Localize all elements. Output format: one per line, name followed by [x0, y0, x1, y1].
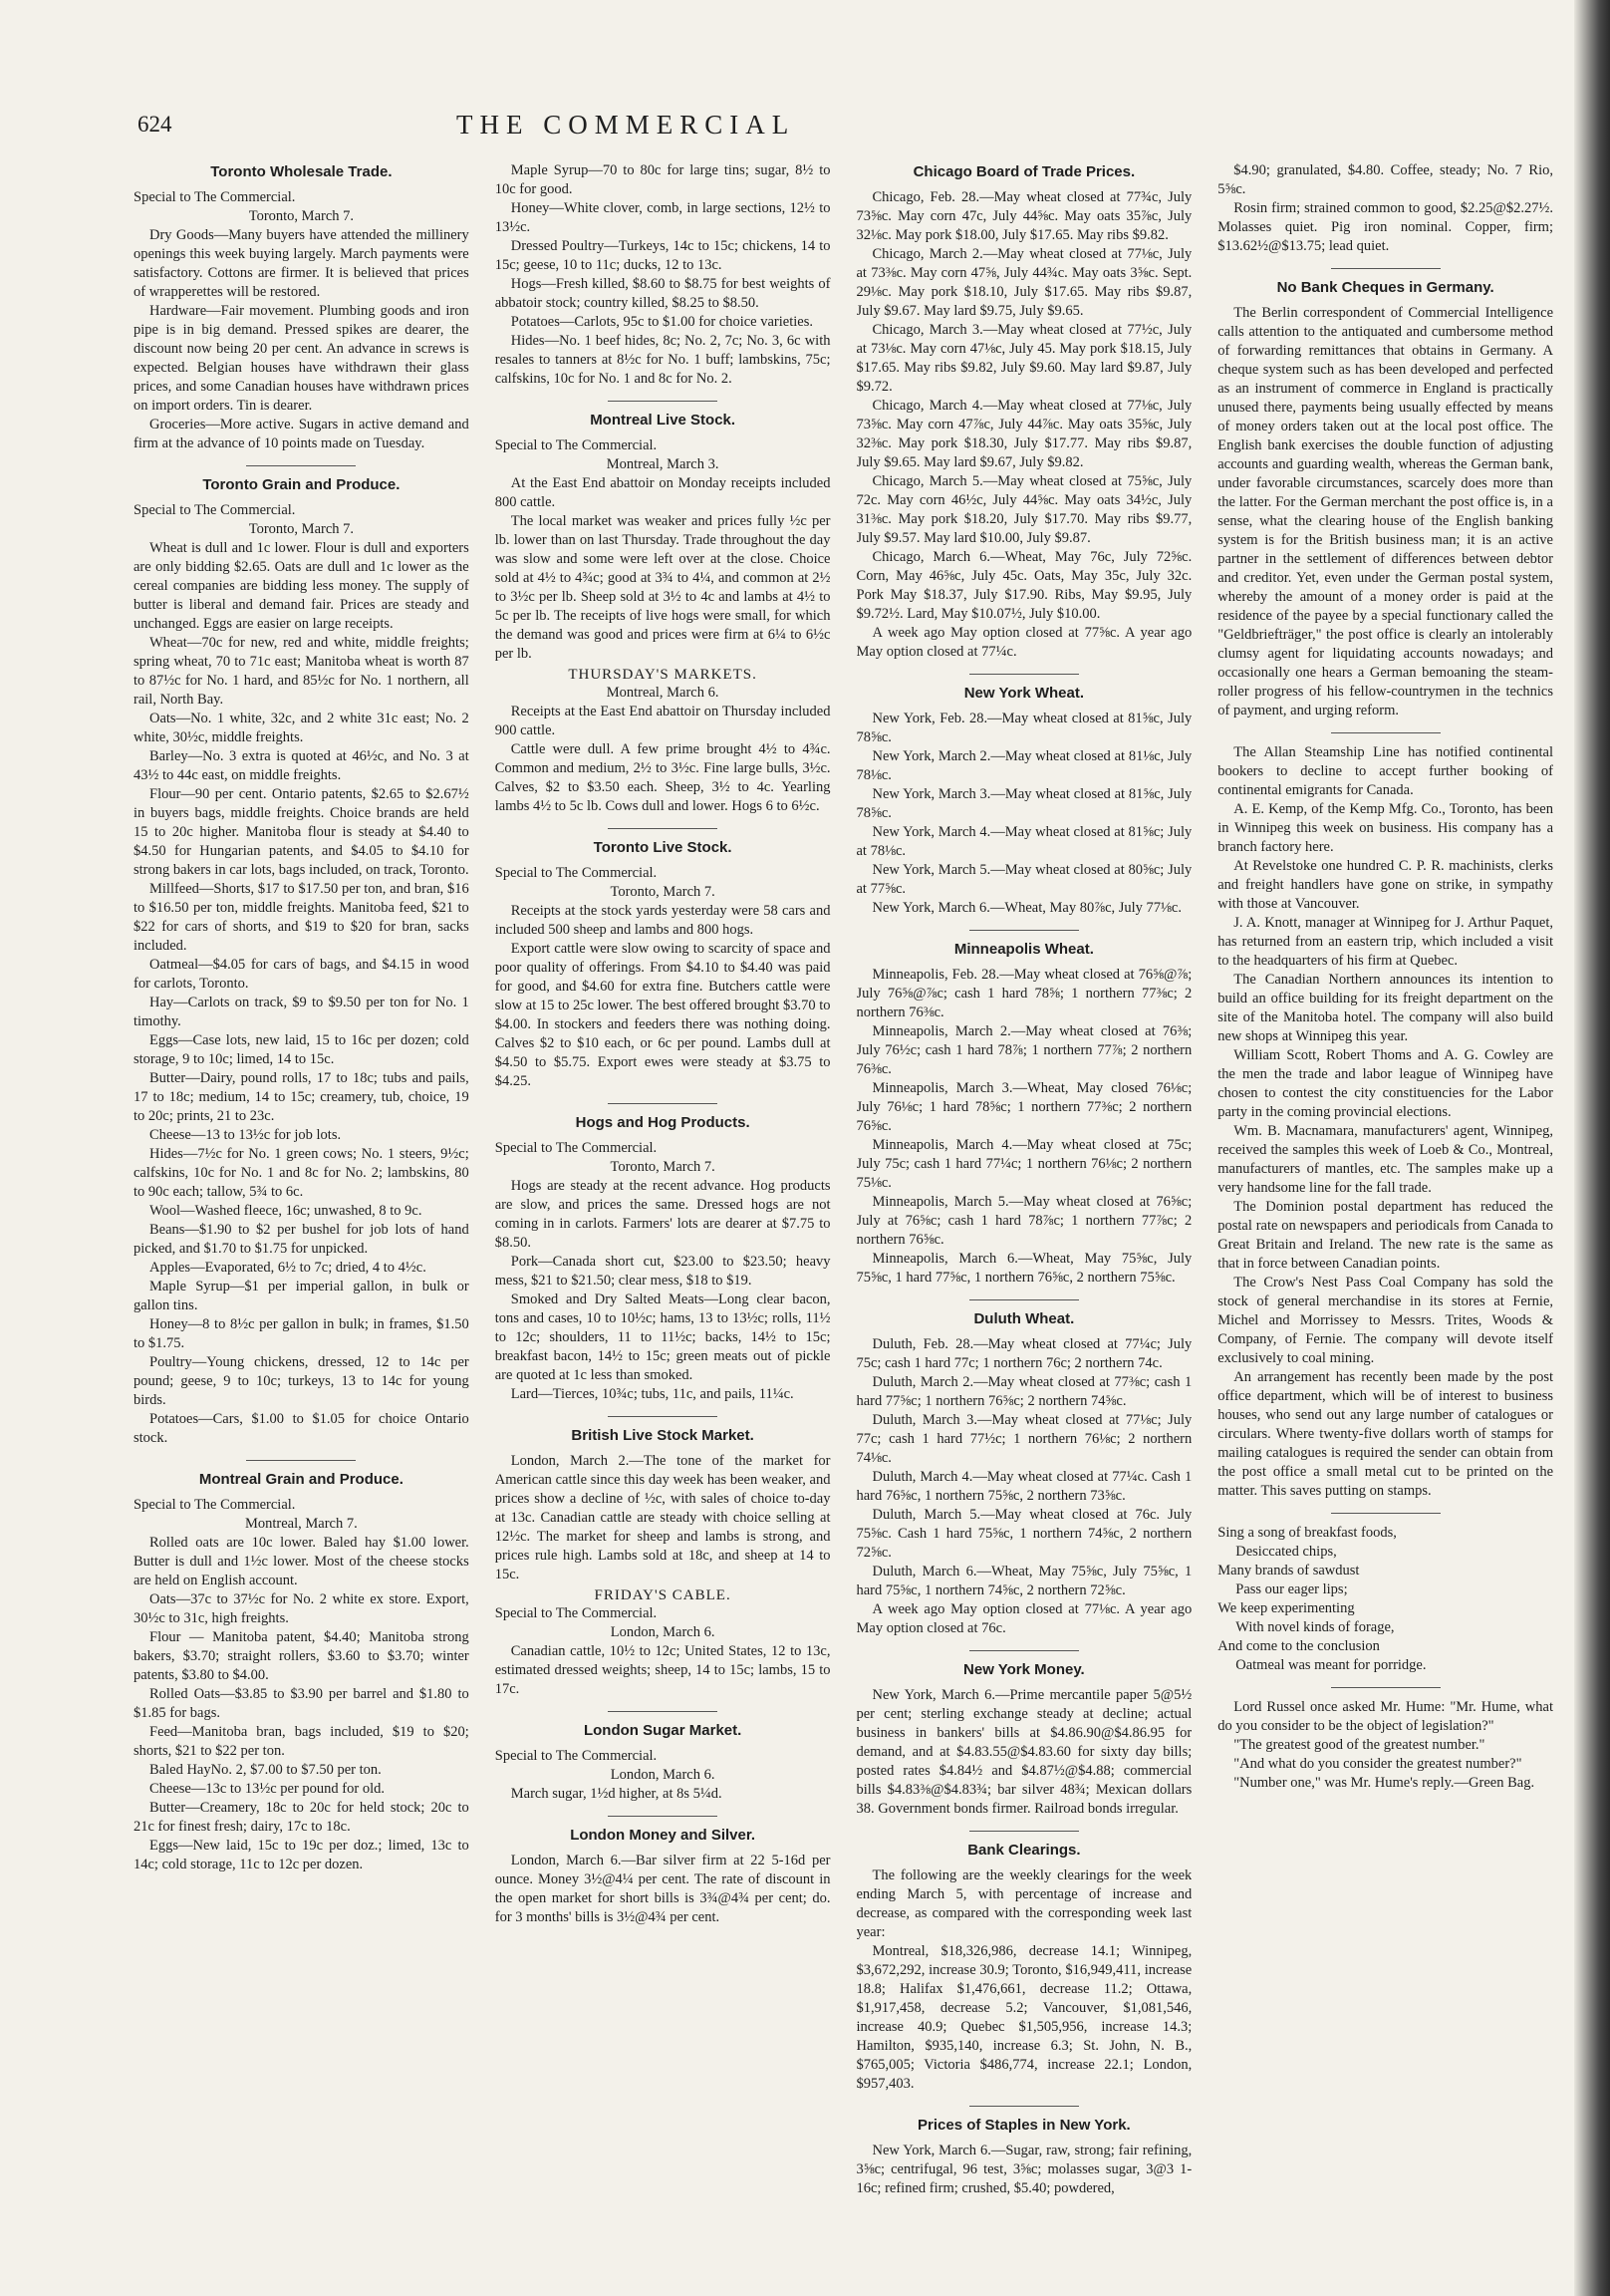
- article-paragraph: Poultry—Young chickens, dressed, 12 to 14c per pound; geese, 9 to 10c; turkeys, 13 to 14c for young birds.: [134, 1354, 469, 1408]
- divider: [1331, 268, 1441, 269]
- article-paragraph: Barley—No. 3 extra is quoted at 46½c, and No. 3 at 43½ to 44c east, on middle freights.: [134, 748, 469, 783]
- article-paragraph: London, March 6.—Bar silver firm at 22 5-16d per ounce. Money 3½@4¼ per cent. The rate of discount in the open market for short bills is 3¾@4¾ per cent; do. for 3 months' bills is 3½@4¾ per cent.: [494, 1853, 831, 1925]
- article-byline: Special to The Commercial.: [494, 1605, 658, 1621]
- article-paragraph: A week ago May option closed at 77⅝c. A year ago May option closed at 77¼c.: [856, 625, 1193, 660]
- article-paragraph: Hides—No. 1 beef hides, 8c; No. 2, 7c; No. 3, 6c with resales to tanners at 8½c for No. 1 buff; lambskins, 75c; calfskins, 10c for No. 1 and 8c for No. 2.: [494, 333, 831, 387]
- column-1: [134, 161, 469, 2274]
- article-paragraph: Butter—Creamery, 18c to 20c for held stock; 20c to 21c for finest fresh; dairy, 17c to 18c.: [134, 1800, 469, 1835]
- article-headline: New York Money.: [963, 1661, 1085, 1678]
- article-paragraph: Duluth, Feb. 28.—May wheat closed at 77¼c; July 75c; cash 1 hard 77c; 1 northern 76c; 2 northern 74c.: [856, 1336, 1193, 1371]
- article: [1217, 732, 1553, 1501]
- article-paragraph: An arrangement has recently been made by the post office department, which will be of interest to business houses, who send out any large number of catalogues or circulars. Where twenty-five dollars worth of stamps for mailing catalogues is required the sender can obtain from the post office a small metal cut to be printed on the matter. This saves putting on stamps.: [1217, 1369, 1553, 1499]
- article: [857, 674, 1193, 918]
- article-paragraph: The Allan Steamship Line has notified continental bookers to decline to accept further booking of continental emigrants for Canada.: [1217, 744, 1553, 798]
- poem-line: Sing a song of breakfast foods,: [1217, 1525, 1397, 1541]
- article: [495, 401, 831, 816]
- poem-line: We keep experimenting: [1217, 1600, 1355, 1616]
- article-paragraph: Wool—Washed fleece, 16c; unwashed, 8 to 9c.: [149, 1203, 422, 1219]
- article-headline: Minneapolis Wheat.: [953, 941, 1094, 958]
- article: [134, 465, 469, 1448]
- article-paragraph: Oats—37c to 37½c for No. 2 white ex store. Export, 30½c to 31c, high freights.: [134, 1591, 469, 1626]
- article-paragraph: Minneapolis, March 2.—May wheat closed at 76⅜; July 76½c; cash 1 hard 78⅞; 1 northern 77⅞; 2 northern 76⅜c.: [856, 1023, 1193, 1077]
- page-header: [137, 98, 1004, 157]
- poem-line: Desiccated chips,: [1235, 1544, 1337, 1560]
- article-paragraph: J. A. Knott, manager at Winnipeg for J. Arthur Paquet, has returned from an eastern trip, which included a visit to the headquarters of his firm at Quebec.: [1217, 915, 1553, 969]
- article-paragraph: A week ago May option closed at 77⅛c. A year ago May option closed at 76c.: [856, 1601, 1193, 1636]
- article-dateline: Toronto, March 7.: [610, 1159, 715, 1175]
- article-dateline: Toronto, March 7.: [610, 884, 715, 900]
- article-paragraph: William Scott, Robert Thoms and A. G. Cowley are the men the trade and labor league of Winnipeg have chosen to contest the city constituencies for the Labor party in the coming provincial elections.: [1217, 1047, 1553, 1120]
- article-paragraph: Baled HayNo. 2, $7.00 to $7.50 per ton.: [149, 1762, 382, 1778]
- article-paragraph: Flour—90 per cent. Ontario patents, $2.65 to $2.67½ in buyers bags, middle freights. Choice brands are held 15 to 20c higher. Manitoba flour is steady at $4.40 to $4.50 for Hungarian patents, and $4.05 to $4.10 for strong bakers in car lots, bags included, on track, Toronto.: [134, 786, 469, 878]
- article-dateline: Montreal, March 7.: [245, 1516, 358, 1532]
- article-subheading: THURSDAY'S MARKETS.: [568, 667, 757, 683]
- article-paragraph: New York, March 4.—May wheat closed at 81⅝c; July at 78⅛c.: [856, 824, 1193, 859]
- article-headline: Chicago Board of Trade Prices.: [913, 163, 1136, 180]
- article-paragraph: New York, March 2.—May wheat closed at 81⅛c, July 78⅛c.: [856, 748, 1193, 783]
- article-byline: Special to The Commercial.: [134, 189, 296, 205]
- divider: [969, 674, 1079, 675]
- article: [857, 163, 1193, 662]
- article-paragraph: Hardware—Fair movement. Plumbing goods and iron pipe is in big demand. Pressed spikes are dearer, the discount now being 20 per cent. An advance in screws is expected. Belgian houses have withdrawn their glass prices, and some Canadian houses have withdrawn prices on import orders. Tin is dearer.: [134, 303, 469, 414]
- article-paragraph: Wm. B. Macnamara, manufacturers' agent, Winnipeg, received the samples this week of Loeb & Co., Montreal, manufacturers of mantles, etc. The samples make up a very handsome line for the fall trade.: [1217, 1123, 1553, 1196]
- article-paragraph: Honey—White clover, comb, in large sections, 12½ to 13½c.: [494, 200, 831, 235]
- article-paragraph: Beans—$1.90 to $2 per bushel for job lots of hand picked, and $1.70 to $1.75 for unpicked.: [134, 1222, 469, 1257]
- article-paragraph: A. E. Kemp, of the Kemp Mfg. Co., Toronto, has been in Winnipeg this week on business. His company has a branch factory here.: [1217, 801, 1553, 855]
- article-byline: Special to The Commercial.: [494, 865, 658, 881]
- article-paragraph: Maple Syrup—$1 per imperial gallon, in bulk or gallon tins.: [134, 1279, 469, 1313]
- article-paragraph: Rolled Oats—$3.85 to $3.90 per barrel and $1.80 to $1.85 for bags.: [134, 1686, 469, 1721]
- divider: [969, 1831, 1079, 1832]
- article-paragraph: Chicago, March 5.—May wheat closed at 75⅝c, July 72c. May corn 46½c, July 44⅝c. May oats 34½c, July 31⅜c. May pork $18.20, July $17.70. May ribs $9.77, July $9.57. May lard $10.00, July $9.87.: [856, 473, 1193, 546]
- divider: [969, 1650, 1079, 1651]
- article: [1217, 1687, 1553, 1793]
- article-paragraph: New York, March 5.—May wheat closed at 80⅝c; July at 77⅝c.: [856, 862, 1193, 897]
- article: [857, 1831, 1193, 2094]
- article-paragraph: Potatoes—Cars, $1.00 to $1.05 for choice Ontario stock.: [134, 1411, 469, 1446]
- article-paragraph: Canadian cattle, 10½ to 12c; United States, 12 to 13c, estimated dressed weights; sheep, 14 to 15c; lambs, 15 to 17c.: [494, 1643, 831, 1697]
- article-headline: British Live Stock Market.: [571, 1427, 754, 1444]
- article-paragraph: Rolled oats are 10c lower. Baled hay $1.00 lower. Butter is dull and 1½c lower. Most of the cheese stocks are held on English account.: [134, 1535, 469, 1588]
- article-dateline: London, March 6.: [610, 1624, 715, 1640]
- article-paragraph: Pork—Canada short cut, $23.00 to $23.50; heavy mess, $21 to $21.50; clear mess, $18 to $19.: [494, 1254, 831, 1289]
- article-paragraph: Hay—Carlots on track, $9 to $9.50 per ton for No. 1 timothy.: [134, 995, 469, 1029]
- article-headline: Montreal Live Stock.: [590, 412, 736, 429]
- article-paragraph: Eggs—Case lots, new laid, 15 to 16c per dozen; cold storage, 9 to 10c; limed, 14 to 15c.: [134, 1032, 469, 1067]
- article-paragraph: New York, March 6.—Prime mercantile paper 5@5½ per cent; sterling exchange steady at decline; actual business in bankers' bills at $4.86.90@$4.86.95 for demand, and at $4.83.55@$4.83.60 for sixty day bills; posted rates $4.84½ and $4.87½@$4.88; commercial bills $4.83⅜@$4.83¾; bar silver 48¾; Mexican dollars 38. Government bonds firmer. Railroad bonds irregular.: [856, 1687, 1193, 1817]
- article-paragraph: Duluth, March 4.—May wheat closed at 77¼c. Cash 1 hard 76⅝c, 1 northern 75⅝c, 2 northern 73⅝c.: [856, 1469, 1193, 1504]
- article-headline: New York Wheat.: [963, 685, 1085, 702]
- article-paragraph: Minneapolis, Feb. 28.—May wheat closed at 76⅝@⅞; July 76⅝@⅞c; cash 1 hard 78⅝; 1 northern 77⅜c; 2 northern 76⅜c.: [856, 967, 1193, 1020]
- article-dateline: Toronto, March 7.: [248, 521, 355, 537]
- article-paragraph: New York, Feb. 28.—May wheat closed at 81⅝c, July 78⅝c.: [856, 711, 1193, 745]
- article-paragraph: "The greatest good of the greatest number.": [1233, 1737, 1485, 1753]
- article-paragraph: $4.90; granulated, $4.80. Coffee, steady; No. 7 Rio, 5⅝c.: [1217, 162, 1553, 197]
- article-paragraph: Minneapolis, March 6.—Wheat, May 75⅝c, July 75⅝c, 1 hard 77⅝c, 1 northern 76⅝c, 2 northern 75⅝c.: [856, 1251, 1193, 1286]
- divider: [246, 465, 356, 466]
- article-dateline: Toronto, March 7.: [248, 208, 355, 224]
- article-headline: Bank Clearings.: [967, 1842, 1081, 1859]
- article-paragraph: Lard—Tierces, 10¾c; tubs, 11c, and pails, 11¼c.: [510, 1386, 794, 1402]
- article-paragraph: Duluth, March 3.—May wheat closed at 77⅛c; July 77c; cash 1 hard 77½c; 1 northern 76⅛c; 2 northern 74⅛c.: [856, 1412, 1193, 1466]
- article-dateline: Montreal, March 3.: [606, 456, 719, 472]
- divider: [969, 1299, 1079, 1300]
- article-paragraph: Duluth, March 5.—May wheat closed at 76c. July 75⅝c. Cash 1 hard 75⅝c, 1 northern 74⅝c, 2 northern 72⅝c.: [856, 1507, 1193, 1561]
- article: [1217, 268, 1553, 720]
- article-paragraph: Dry Goods—Many buyers have attended the millinery openings this week buying largely. March payments were satisfactory. Cottons are firmer. It is believed that prices of wrapperettes will be restored.: [134, 227, 469, 300]
- article-paragraph: Chicago, March 2.—May wheat closed at 77⅛c, July at 73⅜c. May corn 47⅝, July 44¾c. May oats 3⅝c. Sept. 29⅛c. May pork $18.10, July $17.65. May ribs $9.87, July $9.67. May lard $9.75, July $9.65.: [856, 246, 1193, 319]
- column-3: [857, 161, 1193, 2274]
- article-dateline: Montreal, March 6.: [606, 685, 719, 701]
- article-paragraph: March sugar, 1½d higher, at 8s 5¼d.: [510, 1786, 722, 1802]
- article-byline: Special to The Commercial.: [494, 1748, 658, 1764]
- article-paragraph: New York, March 6.—Wheat, May 80⅞c, July 77⅛c.: [872, 900, 1182, 916]
- article-byline: Special to The Commercial.: [134, 502, 296, 518]
- article-headline: Toronto Grain and Produce.: [202, 476, 401, 493]
- article-headline: Toronto Wholesale Trade.: [210, 163, 393, 180]
- divider: [608, 1416, 717, 1417]
- article-paragraph: Butter—Dairy, pound rolls, 17 to 18c; tubs and pails, 17 to 18c; medium, 14 to 15c; creamery, tub, choice, 19 to 20c; prints, 21 to 23c.: [134, 1070, 469, 1124]
- poem-line: And come to the conclusion: [1217, 1638, 1380, 1654]
- article-headline: London Money and Silver.: [570, 1827, 756, 1844]
- article-paragraph: At the East End abattoir on Monday receipts included 800 cattle.: [494, 475, 831, 510]
- poem-line: Oatmeal was meant for porridge.: [1235, 1657, 1427, 1673]
- article-paragraph: Honey—8 to 8½c per gallon in bulk; in frames, $1.50 to $1.75.: [134, 1316, 469, 1351]
- divider: [969, 2106, 1079, 2107]
- article-paragraph: Chicago, March 3.—May wheat closed at 77½c, July at 73⅛c. May corn 47⅛c, July 45. May pork $18.15, July $17.65. May ribs $9.82, July $9.60. May lard $9.87, July $9.72.: [856, 322, 1193, 395]
- article-paragraph: London, March 2.—The tone of the market for American cattle since this day week has been weaker, and prices show a decline of ½c, with sales of choice to-day at 13c. Canadian cattle are steady with choice selling at 12½c. The market for sheep and lambs is strong, and prices rule high. Lambs sold at 18c, and sheep at 14 to 15c.: [494, 1453, 831, 1582]
- article-paragraph: Cheese—13 to 13½c for job lots.: [149, 1127, 342, 1143]
- article-paragraph: Apples—Evaporated, 6½ to 7c; dried, 4 to 4½c.: [149, 1260, 426, 1276]
- column-4: [1217, 161, 1553, 2274]
- divider: [608, 1816, 717, 1817]
- article-byline: Special to The Commercial.: [494, 437, 658, 453]
- article: [1217, 1513, 1553, 1675]
- article-headline: Duluth Wheat.: [973, 1310, 1075, 1327]
- poem-line: With novel kinds of forage,: [1235, 1619, 1395, 1635]
- article-paragraph: Wheat—70c for new, red and white, middle freights; spring wheat, 70 to 71c east; Manitoba wheat is worth 87 to 87½c for No. 1 hard, and 85½c for No. 1 northern, all rail, North Bay.: [134, 635, 469, 708]
- article-paragraph: Oatmeal—$4.05 for cars of bags, and $4.15 in wood for carlots, Toronto.: [134, 957, 469, 992]
- article: [495, 161, 831, 389]
- article-paragraph: Flour — Manitoba patent, $4.40; Manitoba strong bakers, $3.70; straight rollers, $3.60 to $3.70; winter patents, $3.80 to $4.00.: [134, 1629, 469, 1683]
- scan-edge-shadow: [1574, 0, 1610, 2296]
- divider: [1331, 732, 1441, 733]
- divider: [246, 1460, 356, 1461]
- article-paragraph: Minneapolis, March 4.—May wheat closed at 75c; July 75c; cash 1 hard 77¼c; 1 northern 76⅛c; 2 northern 75⅛c.: [856, 1137, 1193, 1191]
- article-paragraph: Hides—7½c for No. 1 green cows; No. 1 steers, 9½c; calfskins, 10c for No. 1 and 8c for No. 2; lambskins, 80 to 90c each; tallow, 5¾ to 6c.: [134, 1146, 469, 1200]
- article: [857, 930, 1193, 1288]
- article-paragraph: New York, March 6.—Sugar, raw, strong; fair refining, 3⅝c; centrifugal, 96 test, 3⅝c; molasses sugar, 3@3 1-16c; refined firm; crushed, $5.40; powdered,: [856, 2143, 1193, 2196]
- article-paragraph: Cattle were dull. A few prime brought 4½ to 4¾c. Common and medium, 2½ to 3½c. Fine large bulls, 3½c. Calves, $2 to $3.50 each. Sheep, 3½ to 4c. Yearling lambs 4½ to 5c lb. Cows dull and lower. Hogs 6 to 6½c.: [494, 741, 831, 814]
- article-paragraph: Hogs—Fresh killed, $8.60 to $8.75 for best weights of abbatoir stock; country killed, $8.25 to $8.50.: [494, 276, 831, 311]
- divider: [608, 1711, 717, 1712]
- article-paragraph: Maple Syrup—70 to 80c for large tins; sugar, 8½ to 10c for good.: [494, 162, 831, 197]
- article-paragraph: Chicago, March 6.—Wheat, May 76c, July 72⅝c. Corn, May 46⅝c, July 45c. Oats, May 35c, July 32c. Pork May $18.37, July $17.90. Ribs, May $9.95, July $9.72½. Lard, May $10.07½, July $10.00.: [856, 549, 1193, 622]
- article-paragraph: The Canadian Northern announces its intention to build an office building for its freight department on the site of the Manitoba hotel. The company will also build new shops at Winnipeg this year.: [1217, 972, 1553, 1044]
- article-byline: Special to The Commercial.: [134, 1497, 296, 1513]
- article: [134, 1460, 469, 1874]
- divider: [1331, 1687, 1441, 1688]
- article-headline: No Bank Cheques in Germany.: [1276, 279, 1494, 296]
- poem-line: Many brands of sawdust: [1217, 1563, 1360, 1578]
- article-columns: [134, 161, 1553, 2274]
- divider: [608, 828, 717, 829]
- article-paragraph: Groceries—More active. Sugars in active demand and firm at the advance of 10 points made on Tuesday.: [134, 417, 469, 451]
- article-paragraph: The Dominion postal department has reduced the postal rate on newspapers and periodicals from Canada to Great Britain and Ireland. The new rate is the same as that in force between Canadian points.: [1217, 1199, 1553, 1272]
- article: [495, 828, 831, 1091]
- article: [857, 2106, 1193, 2198]
- article-byline: Special to The Commercial.: [494, 1140, 658, 1156]
- divider: [608, 401, 717, 402]
- article-dateline: London, March 6.: [610, 1767, 715, 1783]
- article: [495, 1416, 831, 1699]
- article-paragraph: Millfeed—Shorts, $17 to $17.50 per ton, and bran, $16 to $16.50 per ton, middle freights. Manitoba feed, $21 to $22 for cars of shorts, and $19 to $20 for bran, sacks included.: [134, 881, 469, 954]
- article-headline: Hogs and Hog Products.: [575, 1114, 750, 1131]
- article-headline: London Sugar Market.: [583, 1722, 742, 1739]
- article-paragraph: Wheat is dull and 1c lower. Flour is dull and exporters are only bidding $2.65. Oats are dull and 1c lower as the cereal companies are bidding less money. The supply of butter is liberal and demand fair. Prices are steady and unchanged. Eggs are easier on large receipts.: [134, 540, 469, 632]
- article-paragraph: The local market was weaker and prices fully ½c per lb. lower than on last Thursday. Trade throughout the day was slow and some were left over at the close. Choice sold at 4½ to 4¾c; good at 3¾ to 4¼, and common at 2½ to 3½c per lb. Sheep sold at 3½ to 4c and lambs at 4½ to 5c per lb. The receipts of live hogs were small, for which the demand was good and prices were firm at 6¼ to 6½c per lb.: [494, 513, 831, 662]
- article-paragraph: Hogs are steady at the recent advance. Hog products are slow, and prices the same. Dressed hogs are not coming in in carlots. Farmers' lots are dearer at $7.75 to $8.50.: [494, 1178, 831, 1251]
- page-title: THE COMMERCIAL: [456, 110, 796, 140]
- column-2: [495, 161, 831, 2274]
- article-headline: Montreal Grain and Produce.: [198, 1471, 403, 1488]
- article-paragraph: Chicago, March 4.—May wheat closed at 77⅛c, July 73⅝c. May corn 47⅞c, July 44⅞c. May oats 35⅝c, July 32⅜c. May pork $18.30, July $17.77. May ribs $9.87, July $9.65. May lard $9.67, July $9.82.: [856, 398, 1193, 470]
- article-paragraph: The Berlin correspondent of Commercial Intelligence calls attention to the antiquated and cumbersome method of forwarding remittances that obtains in Germany. A cheque system such as has been developed and perfected as an instrument of commerce in England is practically unused there, payments being usually effected by means of money orders taken out at the local post office. The English bank exercises the double function of adjusting accounts and guarding wealth, whereas the German bank, under favorable circumstances, scarcely does more than the latter. For the German merchant the post office is, in a sense, what the clearing house of the English banking system is for the British business man; it is an active partner in the settlement of differences between debtor and creditor. Yet, even under the German postal system, whereby the amount of a money order is paid at the residence of the payee by a special functionary called the "Geldbriefträger," the post office is clearly an intolerably clumsy agent for liquidating accounts nowadays; and occasionally one hears a German bemoaning the steam-roller progress of his fellow-countrymen in the technics of payment, and urging reform.: [1217, 305, 1553, 718]
- divider: [1331, 1513, 1441, 1514]
- article-paragraph: Eggs—New laid, 15c to 19c per doz.; limed, 13c to 14c; cold storage, 11c to 12c per dozen.: [134, 1838, 469, 1872]
- article-paragraph: Receipts at the East End abattoir on Thursday included 900 cattle.: [494, 704, 831, 738]
- article-paragraph: Chicago, Feb. 28.—May wheat closed at 77¾c, July 73⅝c. May corn 47c, July 44⅝c. May oats 35⅞c, July 32⅛c. May pork $18.00, July $17.65. May ribs $9.82.: [856, 189, 1193, 243]
- page-number: 624: [137, 112, 172, 137]
- article-headline: Toronto Live Stock.: [593, 839, 732, 856]
- article: [1217, 161, 1553, 256]
- article-subheading: FRIDAY'S CABLE.: [594, 1587, 731, 1603]
- article-paragraph: Receipts at the stock yards yesterday were 58 cars and included 500 sheep and lambs and 800 hogs.: [494, 903, 831, 938]
- article: [857, 1299, 1193, 1638]
- divider: [969, 930, 1079, 931]
- article: [134, 163, 469, 453]
- poem-line: Pass our eager lips;: [1235, 1581, 1348, 1597]
- article-headline: Prices of Staples in New York.: [918, 2117, 1131, 2134]
- article-paragraph: Minneapolis, March 5.—May wheat closed at 76⅝c; July at 76⅝c; cash 1 hard 78⅞c; 1 northern 77⅞c; 2 northern 76⅝c.: [856, 1194, 1193, 1248]
- article-paragraph: Duluth, March 6.—Wheat, May 75⅝c, July 75⅝c, 1 hard 75⅝c, 1 northern 74⅝c, 2 northern 72⅝c.: [856, 1564, 1193, 1598]
- article-paragraph: Potatoes—Carlots, 95c to $1.00 for choice varieties.: [510, 314, 813, 330]
- article-paragraph: Lord Russel once asked Mr. Hume: "Mr. Hume, what do you consider to be the object of legislation?": [1217, 1699, 1553, 1734]
- article-paragraph: Montreal, $18,326,986, decrease 14.1; Winnipeg, $3,672,292, increase 30.9; Toronto, $16,949,411, increase 18.8; Halifax $1,476,661, decrease 11.2; Ottawa, $1,917,458, decrease 5.2; Vancouver, $1,081,546, increase 40.9; Quebec $1,505,956, increase 14.3; Hamilton, $935,140, increase 6.3; St. John, N. B., $765,005; Victoria $486,774, increase 22.1; London, $957,403.: [856, 1943, 1193, 2092]
- article-paragraph: Dressed Poultry—Turkeys, 14c to 15c; chickens, 14 to 15c; geese, 10 to 11c; ducks, 12 to 13c.: [494, 238, 831, 273]
- article-paragraph: The Crow's Nest Pass Coal Company has sold the stock of general merchandise in its stores at Fernie, Michel and Morrissey to Messrs. Trites, Woods & Company, of Fernie. The company will devote itself exclusively to coal mining.: [1217, 1275, 1553, 1366]
- article-paragraph: Rosin firm; strained common to good, $2.25@$2.27½. Molasses quiet. Pig iron nominal. Copper, firm; $13.62½@$13.75; lead quiet.: [1217, 200, 1553, 254]
- article: [495, 1711, 831, 1804]
- article-paragraph: At Revelstoke one hundred C. P. R. machinists, clerks and freight handlers have gone on strike, in sympathy with those at Vancouver.: [1217, 858, 1553, 912]
- article-paragraph: "Number one," was Mr. Hume's reply.—Green Bag.: [1233, 1775, 1535, 1791]
- article-paragraph: Cheese—13c to 13½c per pound for old.: [149, 1781, 385, 1797]
- article-paragraph: New York, March 3.—May wheat closed at 81⅝c, July 78⅝c.: [856, 786, 1193, 821]
- article: [857, 1650, 1193, 1819]
- poem: [1217, 1524, 1553, 1675]
- article-paragraph: Oats—No. 1 white, 32c, and 2 white 31c east; No. 2 white, 30½c, middle freights.: [134, 711, 469, 745]
- article-paragraph: Feed—Manitoba bran, bags included, $19 to $20; shorts, $21 to $22 per ton.: [134, 1724, 469, 1759]
- article-paragraph: The following are the weekly clearings for the week ending March 5, with percentage of increase and decrease, as compared with the corresponding week last year:: [856, 1867, 1193, 1940]
- article: [495, 1103, 831, 1404]
- divider: [608, 1103, 717, 1104]
- article-paragraph: Minneapolis, March 3.—Wheat, May closed 76⅛c; July 76⅛c; 1 hard 78⅝c; 1 northern 77⅜c; 2 northern 76⅝c.: [856, 1080, 1193, 1134]
- article-paragraph: Duluth, March 2.—May wheat closed at 77⅜c; cash 1 hard 77⅝c; 1 northern 76⅝c; 2 northern 74⅝c.: [856, 1374, 1193, 1409]
- article-paragraph: Export cattle were slow owing to scarcity of space and poor quality of offerings. From $4.10 to $4.40 was paid for good, and $4.60 for extra fine. Butchers cattle were slow at 15 to 25c lower. The best offered brought $3.70 to $4.00. In stockers and feeders there was nothing doing. Calves $2 to $10 each, or 6c per pound. Lambs dull at $4.50 to $5.75. Export ewes were steady at $3.75 to $4.25.: [494, 941, 831, 1089]
- article-paragraph: "And what do you consider the greatest number?": [1233, 1756, 1522, 1772]
- article-paragraph: Smoked and Dry Salted Meats—Long clear bacon, tons and cases, 10 to 10½c; hams, 13 to 13½c; rolls, 11½ to 12c; shoulders, 11 to 11½c; backs, 14½ to 15c; breakfast bacon, 14½ to 15c; green meats out of pickle are quoted at 1c less than smoked.: [494, 1292, 831, 1383]
- article: [495, 1816, 831, 1927]
